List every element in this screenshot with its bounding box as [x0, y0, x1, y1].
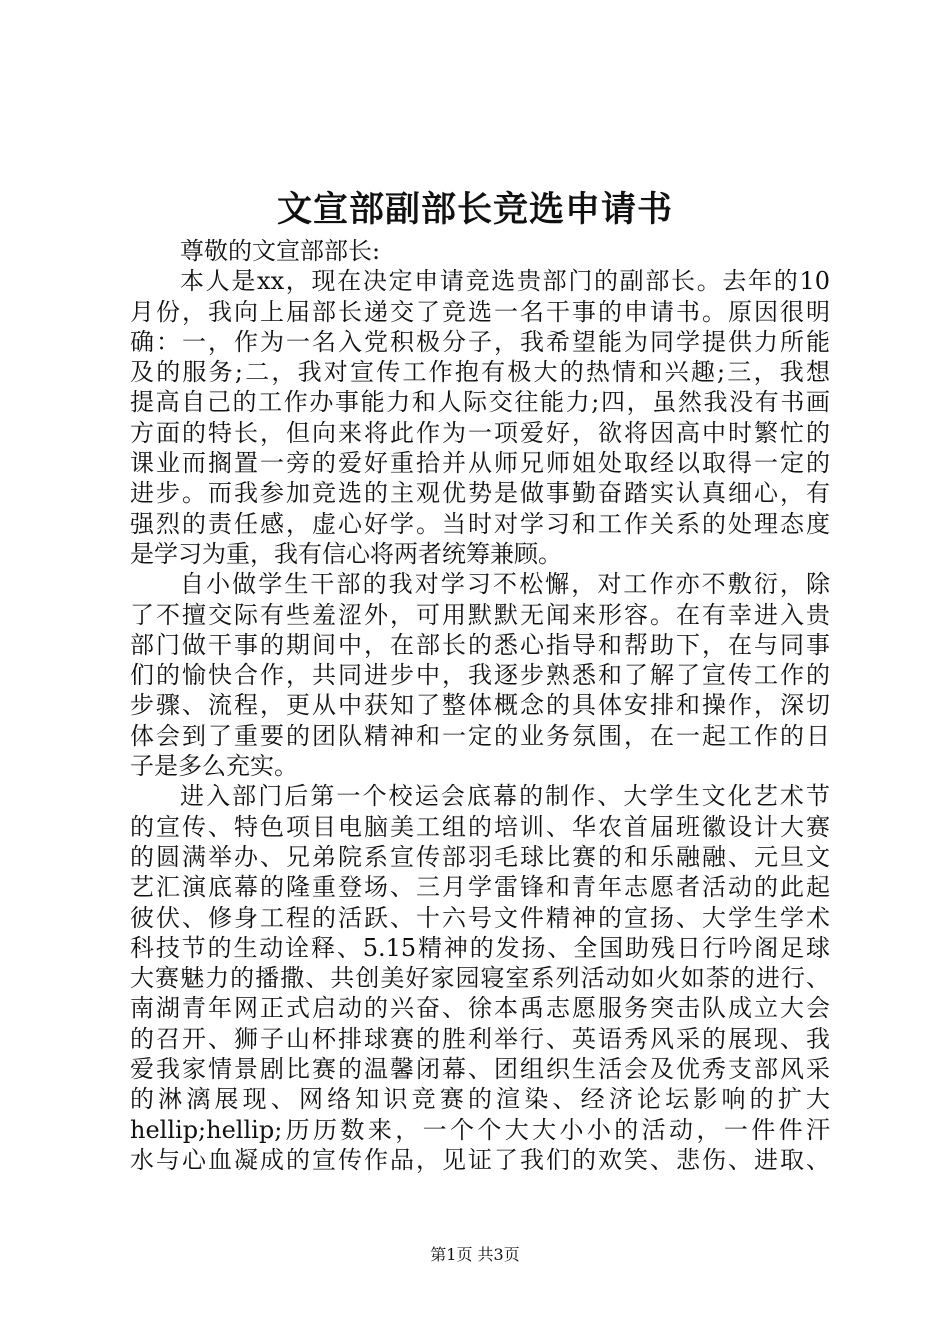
paragraph-line: 提高自己的工作办事能力和人际交往能力;四，虽然我没有书画: [130, 388, 830, 417]
paragraph-line: 确：一，作为一名入党积极分子，我希望能为同学提供力所能: [130, 327, 830, 356]
paragraph-line: 艺汇演底幕的隆重登场、三月学雷锋和青年志愿者活动的此起: [130, 873, 830, 902]
paragraph-line: 科技节的生动诠释、5.15精神的发扬、全国助残日行吟阁足球: [130, 933, 830, 962]
paragraph-line: 自小做学生干部的我对学习不松懈，对工作亦不敷衍，除: [180, 570, 830, 599]
paragraph-line: 的宣传、特色项目电脑美工组的培训、华农首届班徽设计大赛: [130, 812, 830, 841]
paragraph-line: 课业而搁置一旁的爱好重拾并从师兄师姐处取经以取得一定的: [130, 449, 830, 478]
paragraph-line: 强烈的责任感，虚心好学。当时对学习和工作关系的处理态度: [130, 509, 830, 538]
paragraph-line: 进入部门后第一个校运会底幕的制作、大学生文化艺术节: [180, 782, 830, 811]
paragraph-line: 的召开、狮子山杯排球赛的胜利举行、英语秀风采的展现、我: [130, 1024, 830, 1053]
paragraph-2: [130, 569, 830, 781]
paragraph-line: 了不擅交际有些羞涩外，可用默默无闻来形容。在有幸进入贵: [130, 600, 830, 629]
paragraph-line: 们的愉快合作，共同进步中，我逐步熟悉和了解了宣传工作的: [130, 661, 830, 690]
paragraph-line: 彼伏、修身工程的活跃、十六号文件精神的宣扬、大学生学术: [130, 903, 830, 932]
paragraph-line: 进步。而我参加竞选的主观优势是做事勤奋踏实认真细心，有: [130, 479, 830, 508]
paragraph-line: 子是多么充实。: [130, 752, 298, 781]
paragraph-line: 水与心血凝成的宣传作品，见证了我们的欢笑、悲伤、进取、: [130, 1145, 830, 1174]
paragraph-line: 是学习为重，我有信心将两者统筹兼顾。: [130, 539, 562, 568]
salutation: 尊敬的文宣部部长:: [180, 237, 381, 265]
paragraph-line: 及的服务;二，我对宣传工作抱有极大的热情和兴趣;三，我想: [130, 358, 830, 387]
paragraph-line: 本人是xx，现在决定申请竞选贵部门的副部长。去年的10: [180, 267, 830, 296]
paragraph-line: 方面的特长，但向来将此作为一项爱好，欲将因高中时繁忙的: [130, 418, 830, 447]
paragraph-line: 部门做干事的期间中，在部长的悉心指导和帮助下，在与同事: [130, 630, 830, 659]
paragraph-3: [130, 781, 830, 1175]
paragraph-line: 的圆满举办、兄弟院系宣传部羽毛球比赛的和乐融融、元旦文: [130, 842, 830, 871]
page-number-footer: 第1页 共3页: [430, 1245, 520, 1264]
paragraph-line: 的淋漓展现、网络知识竞赛的渲染、经济论坛影响的扩大: [130, 1085, 830, 1114]
paragraph-line: 爱我家情景剧比赛的温馨闭幕、团组织生活会及优秀支部风采: [130, 1055, 830, 1084]
paragraph-line: 南湖青年网正式启动的兴奋、徐本禹志愿服务突击队成立大会: [130, 994, 830, 1023]
document-title: 文宣部副部长竞选申请书: [276, 189, 673, 230]
paragraph-line: 体会到了重要的团队精神和一定的业务氛围，在一起工作的日: [130, 721, 830, 750]
paragraph-1: [130, 266, 830, 569]
paragraph-line: 步骤、流程，更从中获知了整体概念的具体安排和操作，深切: [130, 691, 830, 720]
paragraph-line: 大赛魅力的播撒、共创美好家园寝室系列活动如火如荼的进行、: [130, 964, 830, 993]
paragraph-line: 月份，我向上届部长递交了竞选一名干事的申请书。原因很明: [130, 297, 830, 326]
paragraph-line: hellip;hellip;历历数来，一个个大大小小的活动，一件件汗: [130, 1115, 830, 1144]
document-body: [130, 236, 830, 1175]
